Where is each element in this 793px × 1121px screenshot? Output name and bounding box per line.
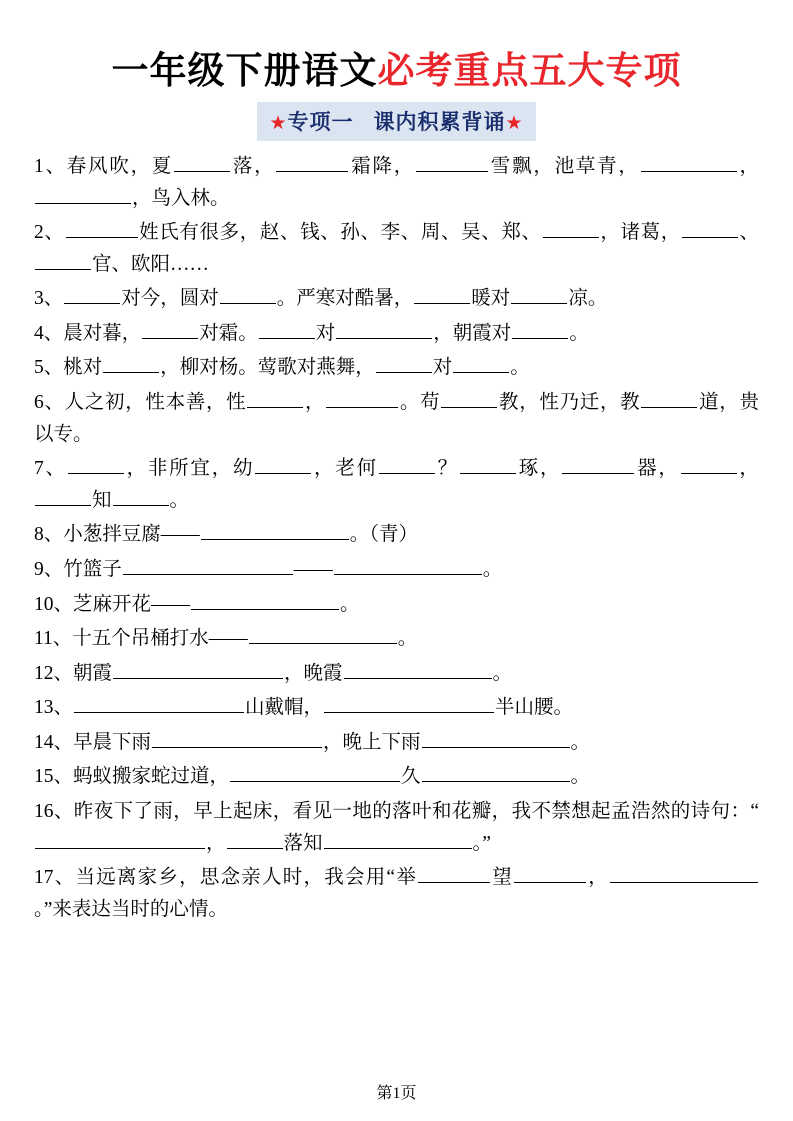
answer-blank <box>255 454 311 475</box>
question-text: 望 <box>491 867 514 889</box>
answer-blank <box>453 353 509 374</box>
question-text: 6、人之初，性本善，性 <box>34 392 247 414</box>
question-text: 。 <box>340 593 360 615</box>
question-text: 。 <box>492 662 513 684</box>
question-text: 。 <box>397 628 418 650</box>
question-text: 。 <box>169 489 190 511</box>
question-text: 。” <box>472 832 491 854</box>
answer-blank <box>512 318 568 339</box>
question-item <box>34 761 759 793</box>
question-text: 。”来表达当时的心情。 <box>34 898 228 920</box>
question-text: ，晚霞 <box>284 662 343 684</box>
answer-blank <box>68 454 124 475</box>
answer-blank <box>113 658 283 679</box>
page-footer: 第1页 <box>376 1085 417 1102</box>
answer-blank <box>35 485 91 506</box>
answer-blank <box>201 520 349 541</box>
answer-blank <box>174 152 230 173</box>
page-title-red: 必考重点五大专项 <box>377 49 682 92</box>
answer-blank <box>324 828 472 849</box>
answer-blank <box>562 454 634 475</box>
question-item <box>34 352 759 384</box>
question-text: 3、 <box>34 288 64 310</box>
question-text: 14、早晨下雨 <box>34 731 152 753</box>
answer-blank <box>336 318 432 339</box>
answer-blank <box>152 727 322 748</box>
question-text: 13、 <box>34 697 74 719</box>
question-text: 。 <box>569 322 589 344</box>
question-item <box>34 151 759 214</box>
answer-blank <box>276 152 348 173</box>
answer-blank <box>514 863 586 884</box>
answer-blank <box>191 589 339 610</box>
question-text: 教，性乃迁，教 <box>498 392 641 414</box>
question-text: ，晚上下雨 <box>323 731 421 753</box>
question-text: 9、竹篮子 <box>34 558 122 580</box>
answer-blank <box>142 318 198 339</box>
answer-blank <box>334 554 482 575</box>
question-item <box>34 283 759 315</box>
question-text: 7、 <box>34 458 67 480</box>
question-text: 10、芝麻开花—— <box>34 593 191 615</box>
question-text: 12、朝霞 <box>34 662 113 684</box>
question-item <box>34 623 759 655</box>
answer-blank <box>35 183 131 204</box>
question-text: 对 <box>315 322 336 344</box>
question-item <box>34 796 759 859</box>
section-name: 课内积累背诵 <box>373 110 506 134</box>
questions-list <box>34 151 759 925</box>
answer-blank <box>422 727 570 748</box>
page-title-black: 一年级下册语文 <box>111 49 378 92</box>
answer-blank <box>641 152 737 173</box>
answer-blank <box>74 693 244 714</box>
question-text: 15、蚂蚁搬家蛇过道， <box>34 766 230 788</box>
answer-blank <box>422 762 570 783</box>
question-text: ， <box>737 458 759 480</box>
answer-blank <box>103 353 159 374</box>
question-text: 霜降， <box>349 156 416 177</box>
question-text: 。 <box>482 558 503 580</box>
page-title <box>34 40 759 94</box>
section-label: 专项一 <box>287 110 354 134</box>
answer-blank <box>113 485 169 506</box>
star-icon-left: ★ <box>269 112 288 134</box>
question-text: 17、当远离家乡，思念亲人时，我会用“举 <box>34 867 418 889</box>
question-text: 4、晨对暮， <box>34 322 142 344</box>
question-item <box>34 453 759 516</box>
answer-blank <box>249 624 397 645</box>
question-text: 山戴帽， <box>245 697 324 719</box>
answer-blank <box>35 828 205 849</box>
question-text: 。严寒对酷暑， <box>276 288 414 310</box>
question-text: ，非所宜，幼 <box>124 458 255 480</box>
answer-blank <box>326 388 398 409</box>
question-text: 姓氏有很多，赵、钱、孙、李、周、吴、郑、 <box>138 222 542 244</box>
answer-blank <box>344 658 492 679</box>
question-text: 对今，圆对 <box>121 288 219 310</box>
answer-blank <box>64 284 120 305</box>
answer-blank <box>220 284 276 305</box>
question-item <box>34 554 759 586</box>
question-text: 1、春风吹，夏 <box>34 156 174 177</box>
answer-blank <box>460 454 516 475</box>
question-text: ，柳对杨。莺歌对燕舞， <box>160 357 375 379</box>
answer-blank <box>441 388 497 409</box>
question-text: 。苟 <box>399 392 441 414</box>
answer-blank <box>682 218 738 239</box>
answer-blank <box>230 762 400 783</box>
question-text: 半山腰。 <box>495 697 574 719</box>
question-text: 落， <box>231 156 276 177</box>
question-text: 8、小葱拌豆腐—— <box>34 524 200 546</box>
question-text: ，老何 <box>312 458 378 480</box>
question-text: 雪飘，池草青， <box>489 156 640 177</box>
question-item <box>34 387 759 450</box>
question-text: 道，贵以专。 <box>34 392 759 445</box>
question-text: 对 <box>432 357 453 379</box>
question-text: ， <box>304 392 326 414</box>
answer-blank <box>324 693 494 714</box>
question-text: 久 <box>401 766 421 788</box>
answer-blank <box>376 353 432 374</box>
question-item <box>34 318 759 350</box>
question-text: 官、欧阳…… <box>92 253 210 275</box>
question-text: ， <box>737 156 759 177</box>
answer-blank <box>641 388 697 409</box>
answer-blank <box>414 284 470 305</box>
question-text: 对霜。 <box>199 322 258 344</box>
answer-blank <box>227 828 283 849</box>
answer-blank <box>511 284 567 305</box>
question-item <box>34 217 759 280</box>
question-text: 落知 <box>283 832 323 854</box>
question-item <box>34 658 759 690</box>
answer-blank <box>610 863 758 884</box>
section-header <box>34 102 759 141</box>
question-text: 。 <box>510 357 530 379</box>
question-text: 器， <box>635 458 680 480</box>
question-text: ？ <box>435 458 459 480</box>
question-text: ，鸟入林。 <box>132 187 230 209</box>
question-text: 11、十五个吊桶打水—— <box>34 628 248 650</box>
question-text: 。 <box>570 766 591 788</box>
question-item <box>34 589 759 621</box>
answer-blank <box>123 554 293 575</box>
question-text: 。 <box>570 731 591 753</box>
question-text: ， <box>587 867 609 889</box>
answer-blank <box>247 388 303 409</box>
section-header-inner <box>257 102 535 141</box>
question-text: 2、 <box>34 222 65 244</box>
question-text: 凉。 <box>568 288 608 310</box>
answer-blank <box>66 218 138 239</box>
question-item <box>34 519 759 551</box>
question-text: ， <box>206 832 226 854</box>
answer-blank <box>259 318 315 339</box>
question-text: ，诸葛， <box>599 222 681 244</box>
star-icon-right: ★ <box>505 112 524 134</box>
answer-blank <box>681 454 737 475</box>
question-text: 暖对 <box>471 288 511 310</box>
question-item <box>34 692 759 724</box>
question-text: 知 <box>92 489 112 511</box>
question-text: 5、桃对 <box>34 357 103 379</box>
question-item <box>34 862 759 925</box>
question-text: —— <box>293 558 333 580</box>
answer-blank <box>418 863 490 884</box>
question-text: 琢， <box>516 458 562 480</box>
answer-blank <box>416 152 488 173</box>
question-text: 、 <box>738 222 759 244</box>
question-text: 。（青） <box>349 524 419 546</box>
answer-blank <box>35 249 91 270</box>
answer-blank <box>543 218 599 239</box>
answer-blank <box>379 454 435 475</box>
question-text: 16、昨夜下了雨，早上起床，看见一地的落叶和花瓣，我不禁想起孟浩然的诗句：“ <box>34 800 759 822</box>
question-text: ，朝霞对 <box>433 322 512 344</box>
question-item <box>34 727 759 759</box>
